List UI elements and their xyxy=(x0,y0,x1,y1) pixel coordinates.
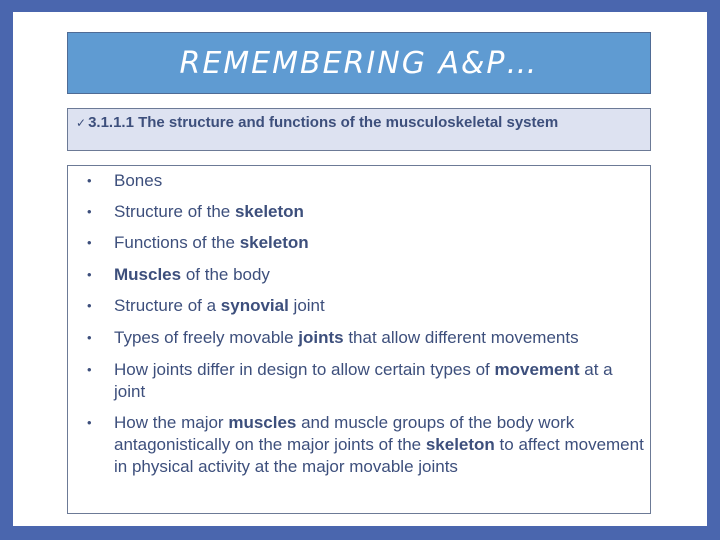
list-item-text xyxy=(114,412,644,478)
subtitle-text: 3.1.1.1 The structure and functions of the musculoskeletal system xyxy=(88,114,559,131)
emphasis-text: movement xyxy=(494,360,580,379)
text-segment: Bones xyxy=(114,171,163,190)
checkmark-icon: ✓ xyxy=(76,116,87,130)
text-segment: How the major xyxy=(114,413,229,432)
text-segment: Structure of a xyxy=(114,296,221,315)
bullet-list xyxy=(67,165,651,514)
emphasis-text: skeleton xyxy=(234,202,304,221)
emphasis-text: Muscles xyxy=(114,265,182,284)
text-segment: How joints differ in design to allow certain types of xyxy=(114,360,495,379)
list-item-text xyxy=(114,201,644,223)
emphasis-text: joints xyxy=(298,328,344,347)
list-item-text xyxy=(114,232,644,254)
emphasis-text: muscles xyxy=(228,413,297,432)
text-segment: of the body xyxy=(181,265,270,284)
list-item-text xyxy=(114,264,644,286)
bullet-icon: • xyxy=(87,362,92,377)
list-item-text xyxy=(114,170,644,192)
subtitle-box xyxy=(67,108,651,151)
emphasis-text: synovial xyxy=(220,296,289,315)
list-item-text xyxy=(114,295,644,317)
bullet-icon: • xyxy=(87,173,92,188)
subtitle xyxy=(76,114,558,131)
bullet-icon: • xyxy=(87,204,92,219)
bullet-icon: • xyxy=(87,298,92,313)
bullet-icon: • xyxy=(87,330,92,345)
bullet-icon: • xyxy=(87,267,92,282)
text-segment: at a joint xyxy=(114,360,613,401)
text-segment: Structure of the xyxy=(114,202,235,221)
text-segment: Functions of the xyxy=(114,233,240,252)
bullet-icon: • xyxy=(87,235,92,250)
emphasis-text: skeleton xyxy=(239,233,309,252)
slide-title: REMEMBERING A&P… xyxy=(67,32,651,94)
text-segment: that allow different movements xyxy=(343,328,579,347)
bullet-icon: • xyxy=(87,415,92,430)
list-item-text xyxy=(114,327,644,349)
text-segment: to affect movement in physical activity at the major movable joints xyxy=(114,435,644,476)
text-segment: Types of freely movable xyxy=(114,328,299,347)
text-segment: joint xyxy=(288,296,325,315)
emphasis-text: skeleton xyxy=(425,435,495,454)
text-segment: and muscle groups of the body work antagonistically on the major joints of the xyxy=(114,413,575,454)
list-item-text xyxy=(114,359,644,403)
